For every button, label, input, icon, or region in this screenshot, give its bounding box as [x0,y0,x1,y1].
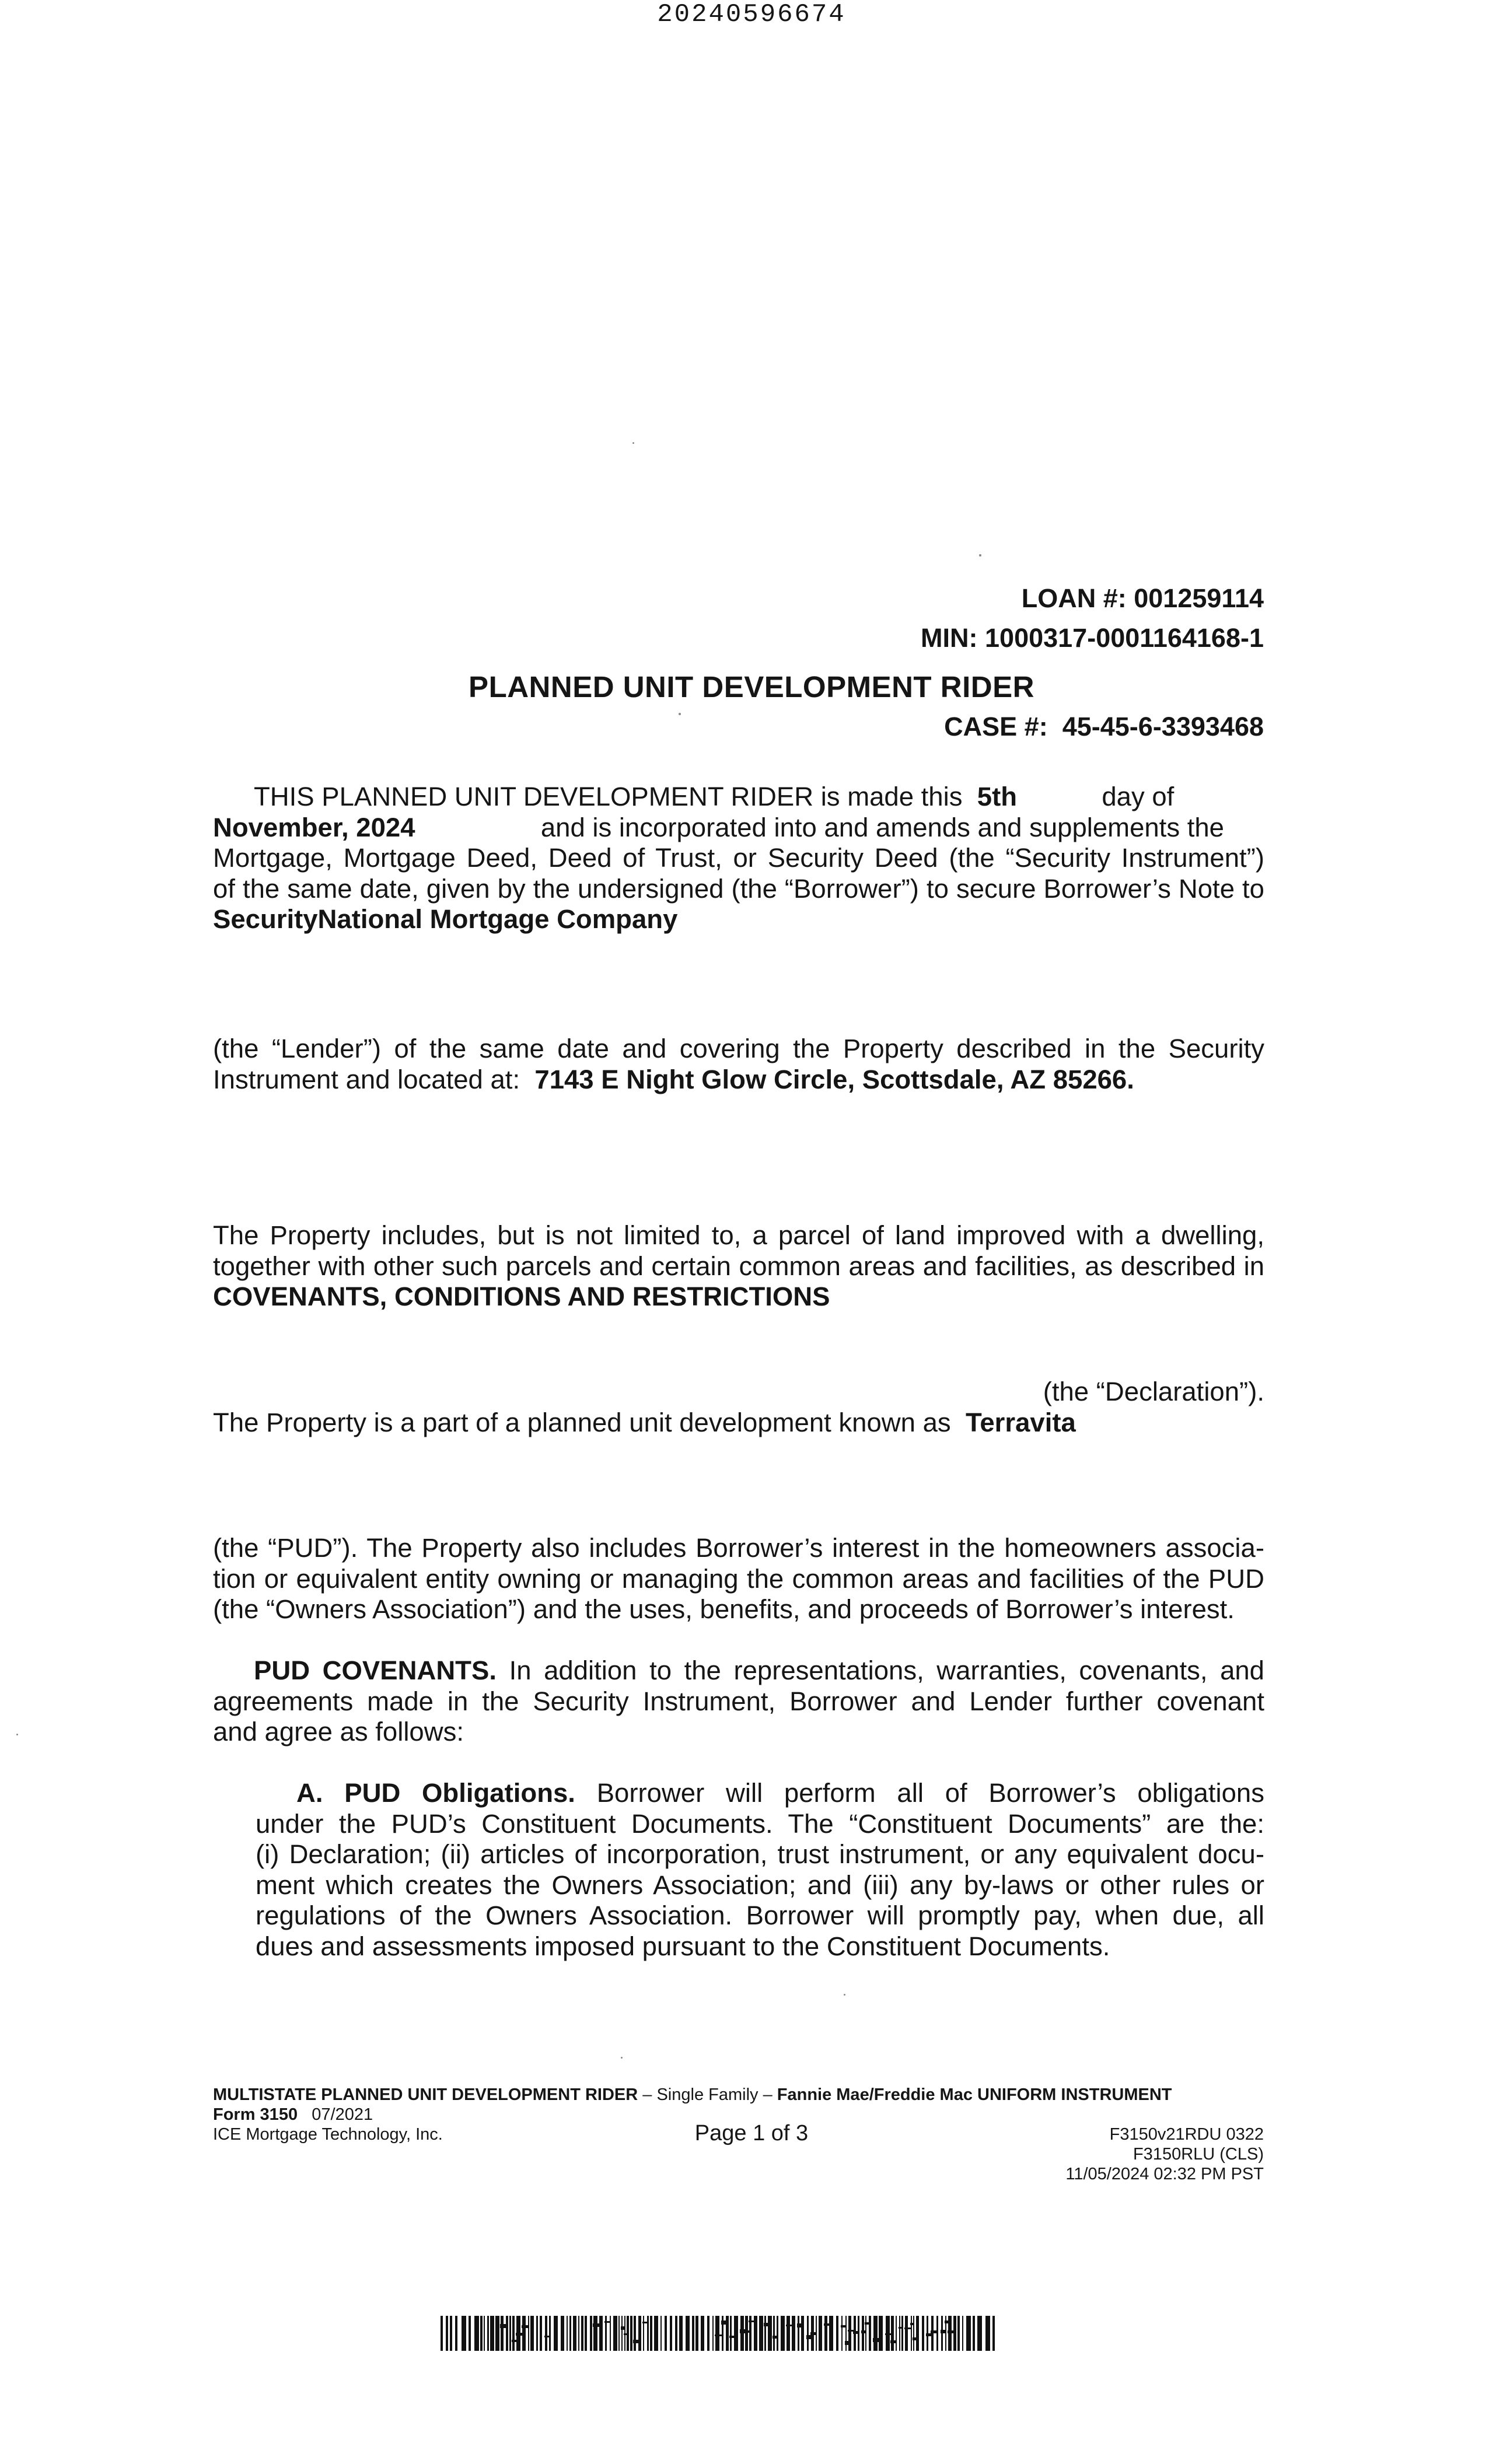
covenants-paragraph [213,1656,1264,1748]
property-line-1: The Property includes, but is not limited to, a parcel of land improved with a dwelling, [213,1220,1264,1250]
section-a-intro-text: Borrower will perform all of Borrower’s obligations [596,1778,1264,1808]
scan-speck [16,1734,18,1735]
section-a-line-2: under the PUD’s Constituent Documents. The “Constituent Documents” are the: [256,1808,1264,1839]
recording-number: 20240596674 [657,0,846,29]
footer-code-2: F3150RLU (CLS) [1133,2145,1264,2164]
pud-paragraph [213,1533,1264,1625]
located-at-text: Instrument and located at: [213,1064,520,1094]
covenants-line-1 [213,1656,1264,1686]
min-number-line [921,623,1264,653]
case-label: CASE #: [944,712,1048,741]
case-number-line [944,712,1264,742]
rider-day: 5th [977,782,1018,811]
scan-speck [844,1994,845,1996]
scan-speck [632,442,634,444]
lender-name: SecurityNational Mortgage Company [213,904,678,934]
intro-paragraph [213,782,1264,935]
footer-code-1: F3150v21RDU 0322 [1109,2125,1264,2144]
case-number: 45-45-6-3393468 [1062,712,1264,741]
scan-speck [679,713,681,715]
intro-line-2 [213,813,1264,844]
intro-line-3: Mortgage, Mortgage Deed, Deed of Trust, or Security Deed (the “Security Instrument”) [213,843,1264,873]
covenants-line-3: and agree as follows: [213,1717,464,1746]
lender-line-1: (the “Lender”) of the same date and covering the Property described in the Security [213,1034,1264,1063]
section-a-line-5: regulations of the Owners Association. Borrower will promptly pay, when due, all [256,1901,1264,1930]
property-line-2: together with other such parcels and certain common areas and facilities, as described in [213,1251,1264,1281]
section-a-line-4: ment which creates the Owners Association; and (iii) any by-laws or other rules or [256,1870,1264,1900]
covenants-heading: PUD COVENANTS. [254,1656,497,1685]
footer-form-title: MULTISTATE PLANNED UNIT DEVELOPMENT RIDER [213,2085,638,2104]
pud-line-3: (the “Owners Association”) and the uses, benefits, and proceeds of Borrower’s interest. [213,1594,1235,1624]
footer-uniform-instrument: Fannie Mae/Freddie Mac UNIFORM INSTRUMENT [777,2085,1172,2104]
loan-number-line [1022,583,1264,614]
page-number: Page 1 of 3 [694,2121,809,2146]
covenants-intro-text: In addition to the representations, warranties, covenants, and [509,1656,1264,1685]
rider-date: November, 2024 [213,812,415,842]
scan-speck [979,554,981,556]
intro-line-1 [213,782,1264,813]
footer-company: ICE Mortgage Technology, Inc. [213,2125,443,2144]
covenants-line-2: agreements made in the Security Instrument, Borrower and Lender further covenant [213,1686,1264,1716]
document-title: PLANNED UNIT DEVELOPMENT RIDER [469,670,1034,704]
section-a-line-6: dues and assessments imposed pursuant to the Constituent Documents. [256,1931,1110,1961]
property-address: 7143 E Night Glow Circle, Scottsdale, AZ 85266. [534,1064,1134,1094]
barcode-image [441,2316,998,2351]
section-a-line-1 [256,1778,1264,1809]
declaration-name: COVENANTS, CONDITIONS AND RESTRICTIONS [213,1282,830,1311]
lender-line-2 [213,1065,1264,1096]
intro-line-4: of the same date, given by the undersigned (the “Borrower”) to secure Borrower’s Note to [213,873,1264,904]
footer-form-date: 07/2021 [312,2105,373,2124]
pud-name: Terravita [965,1408,1076,1437]
declaration-suffix: (the “Declaration”). [1043,1377,1264,1406]
min-label: MIN: [921,623,978,653]
loan-label: LOAN #: [1021,583,1127,613]
pud-known-as-text: The Property is a part of a planned unit development known as [213,1408,951,1437]
section-a-line-3: (i) Declaration; (ii) articles of incorporation, trust instrument, or any equivalent docu- [256,1839,1264,1869]
footer-timestamp: 11/05/2024 02:32 PM PST [1065,2165,1264,2183]
pud-line-2: tion or equivalent entity owning or managing the common areas and facilities of the PUD [213,1563,1264,1594]
property-paragraph [213,1220,1264,1312]
intro-day-of: day of [1102,782,1175,811]
intro-amends-text: and is incorporated into and amends and supplements the [540,812,1224,842]
intro-text: THIS PLANNED UNIT DEVELOPMENT RIDER is made this [254,782,963,811]
loan-number: 001259114 [1134,583,1264,613]
footer-form-type: – Single Family – [638,2085,777,2104]
footer-form-label: Form 3150 [213,2105,298,2124]
pud-known-as-line [213,1408,1264,1438]
footer-title-line [213,2085,1264,2105]
scan-speck [621,2057,623,2059]
lender-paragraph [213,1034,1264,1095]
pud-line-1: (the “PUD”). The Property also includes Borrower’s interest in the homeowners associa- [213,1533,1264,1563]
section-a-heading: A. PUD Obligations. [296,1778,575,1808]
min-number: 1000317-0001164168-1 [985,623,1264,653]
section-a-paragraph [256,1778,1264,1962]
